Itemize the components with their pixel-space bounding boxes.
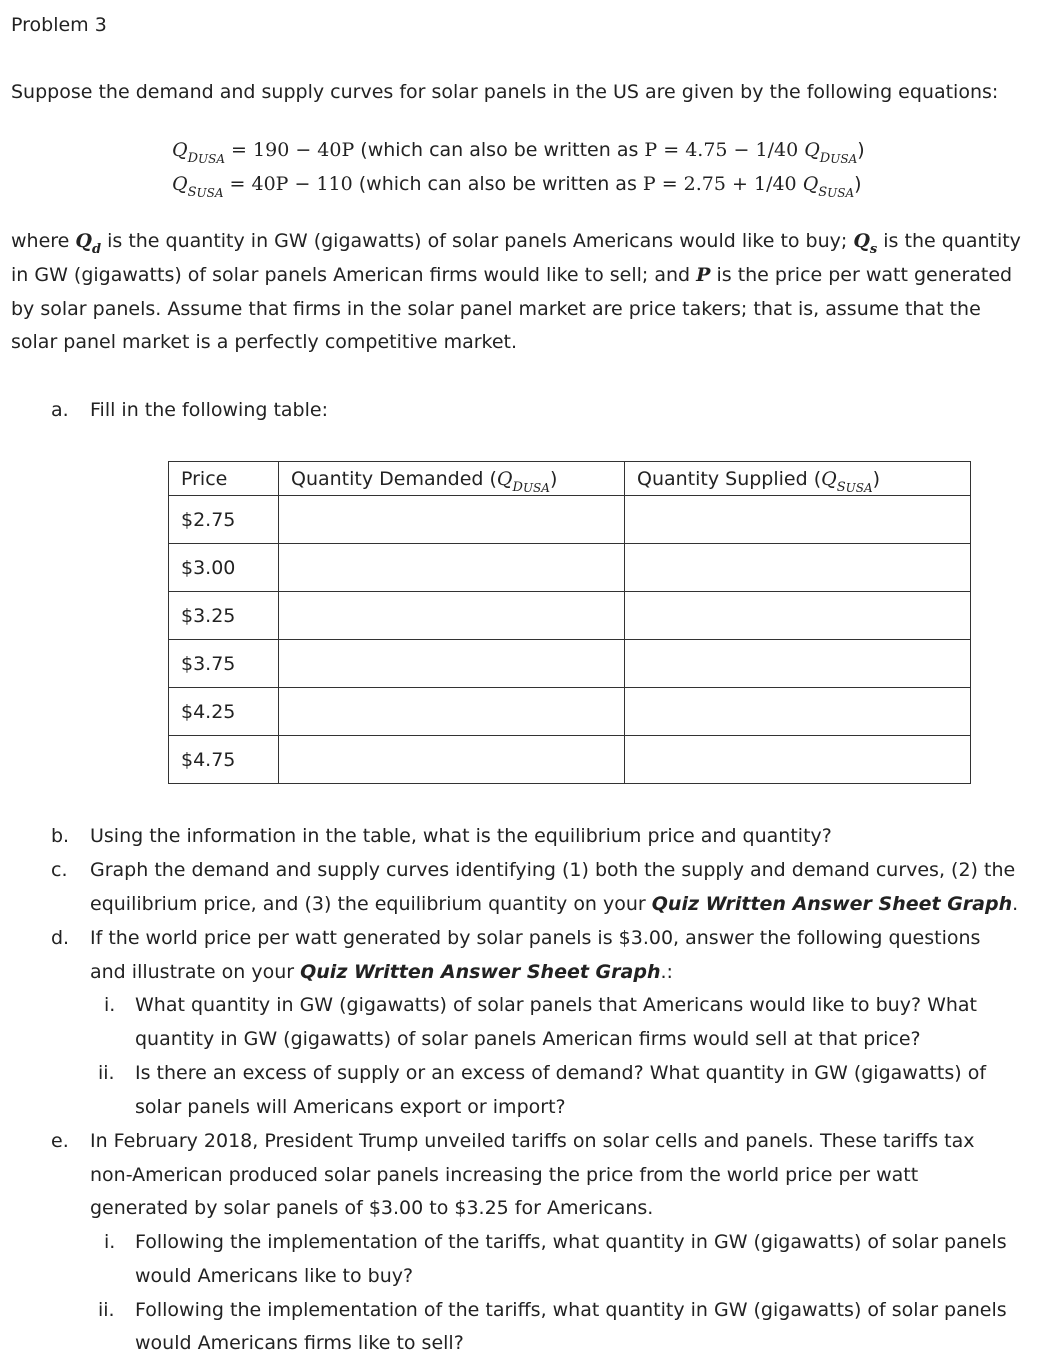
- table-row: [169, 496, 971, 544]
- part-e-ii-line-1: Following the implementation of the tariffs, what quantity in GW (gigawatts) of solar panels: [135, 1299, 1007, 1321]
- part-e-ii-label: ii.: [98, 1299, 115, 1321]
- quantity-supplied-cell[interactable]: [625, 688, 971, 736]
- part-d-ii-label: ii.: [98, 1062, 115, 1084]
- table-header-row: [169, 462, 971, 496]
- header-quantity-supplied: Quantity Supplied $(Q_{SUSA})$: [625, 462, 971, 496]
- quantity-demanded-cell[interactable]: [279, 592, 625, 640]
- part-a-label: a.: [51, 399, 69, 421]
- quantity-supplied-cell[interactable]: [625, 496, 971, 544]
- part-e-i-line-2: would Americans like to buy?: [135, 1265, 414, 1287]
- part-d-i-line-1: What quantity in GW (gigawatts) of solar panels that Americans would like to buy? What: [135, 994, 977, 1016]
- supply-equation: $Q_{SUSA} = 40P - 110$ (which can also be written as P = 2.75 + 1/40 $Q_{SUSA}$): [172, 173, 862, 200]
- price-cell: $3.00: [169, 544, 279, 592]
- header-price: Price: [169, 462, 279, 496]
- part-e-label: e.: [51, 1130, 69, 1152]
- part-c-line-1: Graph the demand and supply curves identifying (1) both the supply and demand curves, (2) the: [90, 859, 1016, 881]
- definition-line-4: solar panel market is a perfectly competitive market.: [11, 331, 518, 353]
- table-row: [169, 592, 971, 640]
- quantity-demanded-cell[interactable]: [279, 640, 625, 688]
- part-d-ii-line-1: Is there an excess of supply or an excess of demand? What quantity in GW (gigawatts) of: [135, 1062, 987, 1084]
- part-d-line-1: If the world price per watt generated by solar panels is $3.00, answer the following questions: [90, 927, 981, 949]
- price-cell: $3.25: [169, 592, 279, 640]
- part-e-i-label: i.: [104, 1231, 116, 1253]
- part-d-label: d.: [51, 927, 70, 949]
- part-e-line-2: non-American produced solar panels increasing the price from the world price per watt: [90, 1164, 919, 1186]
- part-d-ii-line-2: solar panels will Americans export or import?: [135, 1096, 566, 1118]
- answer-table: [168, 461, 971, 784]
- part-b-label: b.: [51, 825, 70, 847]
- definition-line-2: in GW (gigawatts) of solar panels American firms would like to sell; and P is the price per watt generated: [11, 264, 1013, 286]
- price-cell: $4.25: [169, 688, 279, 736]
- quantity-supplied-cell[interactable]: [625, 592, 971, 640]
- table-row: [169, 688, 971, 736]
- quantity-supplied-cell[interactable]: [625, 544, 971, 592]
- quantity-supplied-cell[interactable]: [625, 640, 971, 688]
- table-row: [169, 736, 971, 784]
- part-e-line-3: generated by solar panels of $3.00 to $3.25 for Americans.: [90, 1197, 654, 1219]
- part-e-i-line-1: Following the implementation of the tariffs, what quantity in GW (gigawatts) of solar panels: [135, 1231, 1007, 1253]
- part-e-line-1: In February 2018, President Trump unveiled tariffs on solar cells and panels. These tariffs tax: [90, 1130, 975, 1152]
- table-row: [169, 544, 971, 592]
- part-d-line-2: and illustrate on your Quiz Written Answer Sheet Graph.:: [90, 961, 673, 983]
- problem-title: Problem 3: [11, 14, 107, 36]
- header-quantity-demanded: Quantity Demanded $(Q_{DUSA})$: [279, 462, 625, 496]
- quantity-demanded-cell[interactable]: [279, 688, 625, 736]
- definition-line-1: where $Q_d$ is the quantity in GW (gigawatts) of solar panels Americans would like to buy; $Q_s$ is the quantity: [11, 230, 1021, 257]
- part-d-i-line-2: quantity in GW (gigawatts) of solar panels American firms would sell at that price?: [135, 1028, 921, 1050]
- part-c-line-2: equilibrium price, and (3) the equilibrium quantity on your Quiz Written Answer Sheet Graph.: [90, 893, 1019, 915]
- definition-line-3: by solar panels. Assume that firms in the solar panel market are price takers; that is, assume that the: [11, 298, 981, 320]
- table-row: [169, 640, 971, 688]
- price-cell: $3.75: [169, 640, 279, 688]
- intro-text: Suppose the demand and supply curves for solar panels in the US are given by the following equations:: [11, 81, 999, 103]
- quantity-demanded-cell[interactable]: [279, 496, 625, 544]
- part-b-text: Using the information in the table, what is the equilibrium price and quantity?: [90, 825, 832, 847]
- demand-equation: $Q_{DUSA} = 190 - 40P$ (which can also be written as P = 4.75 − 1/40 $Q_{DUSA}$): [172, 139, 865, 166]
- part-e-ii-line-2: would Americans firms like to sell?: [135, 1332, 464, 1354]
- part-d-i-label: i.: [104, 994, 116, 1016]
- quantity-supplied-cell[interactable]: [625, 736, 971, 784]
- part-a-text: Fill in the following table:: [90, 399, 328, 421]
- part-c-label: c.: [51, 859, 68, 881]
- price-cell: $4.75: [169, 736, 279, 784]
- price-cell: $2.75: [169, 496, 279, 544]
- quantity-demanded-cell[interactable]: [279, 544, 625, 592]
- quantity-demanded-cell[interactable]: [279, 736, 625, 784]
